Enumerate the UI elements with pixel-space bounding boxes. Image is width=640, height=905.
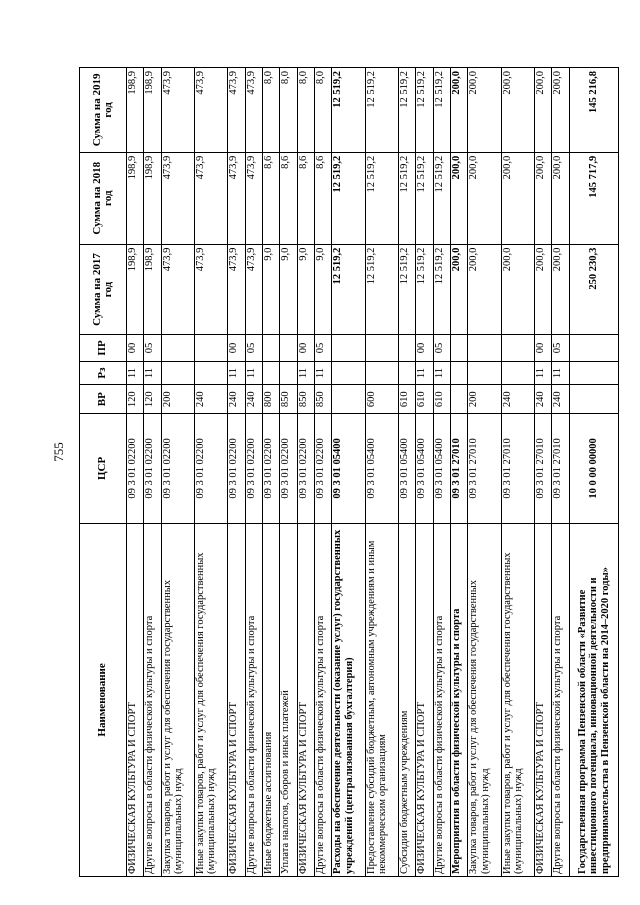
cell-csr: 09 3 01 05400 bbox=[433, 414, 450, 524]
table-row bbox=[534, 68, 551, 877]
cell-csr: 09 3 01 05400 bbox=[365, 414, 398, 524]
cell-pr bbox=[262, 335, 279, 361]
cell-rz: 11 bbox=[297, 361, 314, 385]
table-row bbox=[398, 68, 415, 877]
cell-name: Мероприятия в области физической культуры и спорта bbox=[450, 523, 467, 876]
cell-csr: 09 3 01 02200 bbox=[127, 414, 144, 524]
cell-csr: 10 0 00 00000 bbox=[569, 414, 618, 524]
cell-vr: 240 bbox=[245, 385, 262, 414]
table-row bbox=[416, 68, 433, 877]
cell-y2018: 473,9 bbox=[161, 152, 194, 244]
cell-rz bbox=[280, 361, 297, 385]
cell-pr: 05 bbox=[552, 335, 569, 361]
cell-rz bbox=[194, 361, 227, 385]
cell-csr: 09 3 01 27010 bbox=[450, 414, 467, 524]
cell-y2017: 198,9 bbox=[144, 244, 161, 335]
cell-y2018: 12 519,2 bbox=[365, 152, 398, 244]
cell-pr bbox=[194, 335, 227, 361]
header-rz: Рз bbox=[80, 361, 127, 385]
cell-pr: 05 bbox=[144, 335, 161, 361]
cell-y2017: 9,0 bbox=[280, 244, 297, 335]
cell-y2019: 8,0 bbox=[315, 68, 332, 153]
cell-y2017: 250 230,3 bbox=[569, 244, 618, 335]
cell-y2018: 198,9 bbox=[127, 152, 144, 244]
cell-name: ФИЗИЧЕСКАЯ КУЛЬТУРА И СПОРТ bbox=[297, 523, 314, 876]
cell-csr: 09 3 01 02200 bbox=[315, 414, 332, 524]
cell-pr: 00 bbox=[534, 335, 551, 361]
cell-rz bbox=[365, 361, 398, 385]
table-row bbox=[228, 68, 245, 877]
cell-y2019: 473,9 bbox=[161, 68, 194, 153]
cell-rz: 11 bbox=[416, 361, 433, 385]
cell-y2018: 473,9 bbox=[228, 152, 245, 244]
cell-csr: 09 3 01 02200 bbox=[262, 414, 279, 524]
table-row bbox=[433, 68, 450, 877]
cell-vr: 200 bbox=[161, 385, 194, 414]
cell-y2017: 200,0 bbox=[450, 244, 467, 335]
cell-y2017: 12 519,2 bbox=[365, 244, 398, 335]
cell-name: Другие вопросы в области физической культуры и спорта bbox=[245, 523, 262, 876]
cell-y2019: 198,9 bbox=[144, 68, 161, 153]
cell-y2018: 8,6 bbox=[315, 152, 332, 244]
cell-vr: 600 bbox=[365, 385, 398, 414]
table-row bbox=[569, 68, 618, 877]
cell-y2019: 12 519,2 bbox=[433, 68, 450, 153]
cell-y2017: 200,0 bbox=[552, 244, 569, 335]
cell-name: ФИЗИЧЕСКАЯ КУЛЬТУРА И СПОРТ bbox=[416, 523, 433, 876]
cell-y2018: 473,9 bbox=[194, 152, 227, 244]
cell-y2018: 200,0 bbox=[501, 152, 534, 244]
cell-vr: 800 bbox=[262, 385, 279, 414]
cell-y2018: 200,0 bbox=[534, 152, 551, 244]
cell-pr: 00 bbox=[228, 335, 245, 361]
cell-pr bbox=[468, 335, 501, 361]
header-name: Наименование bbox=[80, 523, 127, 876]
cell-csr: 09 3 01 02200 bbox=[161, 414, 194, 524]
cell-pr: 05 bbox=[245, 335, 262, 361]
cell-vr: 240 bbox=[501, 385, 534, 414]
cell-rz: 11 bbox=[245, 361, 262, 385]
table-row bbox=[194, 68, 227, 877]
cell-name: Расходы на обеспечение деятельности (оказание услуг) государственных учреждений (централизованная бухгалтерия) bbox=[332, 523, 365, 876]
cell-y2018: 145 717,9 bbox=[569, 152, 618, 244]
cell-csr: 09 3 01 02200 bbox=[297, 414, 314, 524]
cell-y2019: 12 519,2 bbox=[332, 68, 365, 153]
budget-table-container bbox=[79, 67, 619, 877]
cell-rz bbox=[569, 361, 618, 385]
table-header-row bbox=[80, 68, 127, 877]
cell-name: Иные закупки товаров, работ и услуг для обеспечения государственных (муниципальных) нужд bbox=[194, 523, 227, 876]
cell-y2017: 200,0 bbox=[534, 244, 551, 335]
cell-y2019: 145 216,8 bbox=[569, 68, 618, 153]
cell-name: Субсидии бюджетным учреждениям bbox=[398, 523, 415, 876]
cell-y2017: 12 519,2 bbox=[398, 244, 415, 335]
cell-y2017: 473,9 bbox=[228, 244, 245, 335]
cell-y2018: 12 519,2 bbox=[433, 152, 450, 244]
cell-name: ФИЗИЧЕСКАЯ КУЛЬТУРА И СПОРТ bbox=[228, 523, 245, 876]
cell-rz: 11 bbox=[315, 361, 332, 385]
cell-y2019: 200,0 bbox=[450, 68, 467, 153]
cell-y2018: 8,6 bbox=[262, 152, 279, 244]
cell-y2017: 198,9 bbox=[127, 244, 144, 335]
cell-pr bbox=[569, 335, 618, 361]
cell-rz bbox=[468, 361, 501, 385]
table-row bbox=[501, 68, 534, 877]
cell-csr: 09 3 01 27010 bbox=[468, 414, 501, 524]
cell-y2017: 473,9 bbox=[245, 244, 262, 335]
header-2017: Сумма на 2017 год bbox=[80, 244, 127, 335]
cell-y2019: 200,0 bbox=[552, 68, 569, 153]
cell-vr: 120 bbox=[144, 385, 161, 414]
table-row bbox=[245, 68, 262, 877]
cell-vr: 240 bbox=[194, 385, 227, 414]
cell-csr: 09 3 01 05400 bbox=[332, 414, 365, 524]
cell-y2018: 200,0 bbox=[450, 152, 467, 244]
cell-pr: 00 bbox=[297, 335, 314, 361]
table-row bbox=[297, 68, 314, 877]
table-row bbox=[365, 68, 398, 877]
cell-name: Уплата налогов, сборов и иных платежей bbox=[280, 523, 297, 876]
cell-y2017: 9,0 bbox=[297, 244, 314, 335]
cell-y2019: 12 519,2 bbox=[416, 68, 433, 153]
cell-y2019: 8,0 bbox=[280, 68, 297, 153]
cell-y2018: 198,9 bbox=[144, 152, 161, 244]
cell-vr: 850 bbox=[315, 385, 332, 414]
cell-pr: 05 bbox=[315, 335, 332, 361]
table-row bbox=[315, 68, 332, 877]
table-body bbox=[127, 68, 619, 877]
cell-rz bbox=[501, 361, 534, 385]
cell-csr: 09 3 01 02200 bbox=[228, 414, 245, 524]
cell-vr: 240 bbox=[228, 385, 245, 414]
cell-y2017: 473,9 bbox=[161, 244, 194, 335]
cell-y2019: 8,0 bbox=[262, 68, 279, 153]
cell-rz: 11 bbox=[228, 361, 245, 385]
cell-y2019: 200,0 bbox=[501, 68, 534, 153]
cell-y2017: 12 519,2 bbox=[433, 244, 450, 335]
header-2018: Сумма на 2018 год bbox=[80, 152, 127, 244]
cell-y2019: 198,9 bbox=[127, 68, 144, 153]
cell-vr: 240 bbox=[534, 385, 551, 414]
cell-name: ФИЗИЧЕСКАЯ КУЛЬТУРА И СПОРТ bbox=[534, 523, 551, 876]
cell-y2019: 200,0 bbox=[534, 68, 551, 153]
cell-y2019: 12 519,2 bbox=[398, 68, 415, 153]
cell-name: Предоставление субсидий бюджетным, автономным учреждениям и иным некоммерческим организациям bbox=[365, 523, 398, 876]
cell-pr bbox=[365, 335, 398, 361]
cell-y2019: 200,0 bbox=[468, 68, 501, 153]
cell-pr: 05 bbox=[433, 335, 450, 361]
cell-y2017: 9,0 bbox=[262, 244, 279, 335]
cell-y2018: 12 519,2 bbox=[416, 152, 433, 244]
cell-pr bbox=[332, 335, 365, 361]
cell-vr: 610 bbox=[433, 385, 450, 414]
cell-csr: 09 3 01 02200 bbox=[144, 414, 161, 524]
cell-y2017: 473,9 bbox=[194, 244, 227, 335]
cell-pr bbox=[450, 335, 467, 361]
cell-name: Закупка товаров, работ и услуг для обеспечения государственных (муниципальных) нужд bbox=[468, 523, 501, 876]
header-csr: ЦСР bbox=[80, 414, 127, 524]
cell-y2018: 200,0 bbox=[552, 152, 569, 244]
table-row bbox=[127, 68, 144, 877]
cell-rz bbox=[450, 361, 467, 385]
cell-csr: 09 3 01 05400 bbox=[398, 414, 415, 524]
cell-y2019: 473,9 bbox=[194, 68, 227, 153]
cell-csr: 09 3 01 27010 bbox=[534, 414, 551, 524]
cell-name: Закупка товаров, работ и услуг для обеспечения государственных (муниципальных) нужд bbox=[161, 523, 194, 876]
cell-y2017: 12 519,2 bbox=[332, 244, 365, 335]
cell-name: ФИЗИЧЕСКАЯ КУЛЬТУРА И СПОРТ bbox=[127, 523, 144, 876]
cell-pr bbox=[501, 335, 534, 361]
cell-csr: 09 3 01 05400 bbox=[416, 414, 433, 524]
header-pr: ПР bbox=[80, 335, 127, 361]
cell-vr: 850 bbox=[297, 385, 314, 414]
cell-pr bbox=[398, 335, 415, 361]
cell-rz bbox=[398, 361, 415, 385]
cell-rz bbox=[332, 361, 365, 385]
cell-pr bbox=[280, 335, 297, 361]
table-row bbox=[161, 68, 194, 877]
cell-pr bbox=[161, 335, 194, 361]
table-row bbox=[552, 68, 569, 877]
cell-rz bbox=[262, 361, 279, 385]
table-row bbox=[468, 68, 501, 877]
cell-name: Другие вопросы в области физической культуры и спорта bbox=[433, 523, 450, 876]
cell-name: Другие вопросы в области физической культуры и спорта bbox=[144, 523, 161, 876]
cell-csr: 09 3 01 02200 bbox=[194, 414, 227, 524]
cell-y2018: 8,6 bbox=[297, 152, 314, 244]
cell-y2018: 200,0 bbox=[468, 152, 501, 244]
table-row bbox=[262, 68, 279, 877]
header-2019: Сумма на 2019 год bbox=[80, 68, 127, 153]
cell-y2019: 473,9 bbox=[228, 68, 245, 153]
cell-vr: 240 bbox=[552, 385, 569, 414]
cell-rz: 11 bbox=[127, 361, 144, 385]
cell-rz: 11 bbox=[534, 361, 551, 385]
cell-y2017: 9,0 bbox=[315, 244, 332, 335]
table-row bbox=[450, 68, 467, 877]
cell-name: Иные бюджетные ассигнования bbox=[262, 523, 279, 876]
cell-y2019: 473,9 bbox=[245, 68, 262, 153]
cell-rz: 11 bbox=[552, 361, 569, 385]
cell-name: Иные закупки товаров, работ и услуг для обеспечения государственных (муниципальных) нужд bbox=[501, 523, 534, 876]
cell-y2017: 12 519,2 bbox=[416, 244, 433, 335]
cell-vr: 850 bbox=[280, 385, 297, 414]
cell-rz: 11 bbox=[433, 361, 450, 385]
cell-csr: 09 3 01 27010 bbox=[552, 414, 569, 524]
page-number: 755 bbox=[51, 442, 66, 462]
cell-vr: 200 bbox=[468, 385, 501, 414]
cell-vr bbox=[569, 385, 618, 414]
cell-vr: 610 bbox=[398, 385, 415, 414]
cell-rz bbox=[161, 361, 194, 385]
cell-csr: 09 3 01 27010 bbox=[501, 414, 534, 524]
table-row bbox=[332, 68, 365, 877]
cell-rz: 11 bbox=[144, 361, 161, 385]
cell-y2019: 8,0 bbox=[297, 68, 314, 153]
table-row bbox=[280, 68, 297, 877]
cell-pr: 00 bbox=[127, 335, 144, 361]
cell-y2018: 12 519,2 bbox=[398, 152, 415, 244]
cell-name: Государственная программа Пензенской области «Развитие инвестиционного потенциала, инновационной деятельности и предпринимательства в Пензенской области на 2014–2020 годы» bbox=[569, 523, 618, 876]
cell-y2018: 8,6 bbox=[280, 152, 297, 244]
header-vr: ВР bbox=[80, 385, 127, 414]
cell-y2017: 200,0 bbox=[468, 244, 501, 335]
cell-name: Другие вопросы в области физической культуры и спорта bbox=[552, 523, 569, 876]
cell-vr: 120 bbox=[127, 385, 144, 414]
cell-vr bbox=[450, 385, 467, 414]
cell-y2018: 473,9 bbox=[245, 152, 262, 244]
cell-y2019: 12 519,2 bbox=[365, 68, 398, 153]
cell-y2017: 200,0 bbox=[501, 244, 534, 335]
cell-csr: 09 3 01 02200 bbox=[245, 414, 262, 524]
table-row bbox=[144, 68, 161, 877]
cell-pr: 00 bbox=[416, 335, 433, 361]
cell-csr: 09 3 01 02200 bbox=[280, 414, 297, 524]
cell-y2018: 12 519,2 bbox=[332, 152, 365, 244]
cell-vr bbox=[332, 385, 365, 414]
budget-table bbox=[79, 67, 619, 877]
cell-vr: 610 bbox=[416, 385, 433, 414]
cell-name: Другие вопросы в области физической культуры и спорта bbox=[315, 523, 332, 876]
